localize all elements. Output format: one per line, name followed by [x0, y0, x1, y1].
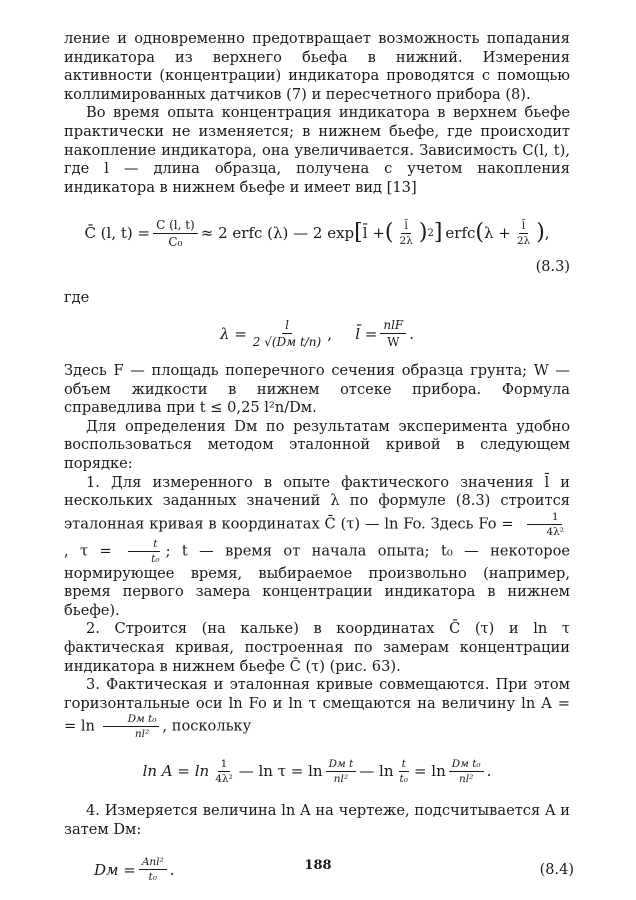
- paragraph-5: 1. Для измеренного в опыте фактического значения l̄ и нескольких заданных значений λ по формуле (8.3) строится эталонная кривая в координатах C̄ (τ) — ln Fo. Здесь Fo = $\frac{1}{\text{4λ²}}$ , τ = $\frac{t}{\text{t₀}}$ ; t — время от начала опыта; t₀ — некоторое нормирующее время, выбираемое произвольно (например, время первого замера концентрации индикатора в нижнем бьефе).: [64, 473, 570, 619]
- page: [64, 30, 574, 894]
- eq84-number: (8.4): [539, 861, 574, 878]
- eq83-fraction: $\frac{C (l, t)}{\text{C₀}}$: [153, 218, 198, 249]
- paragraph-3: Здесь F — площадь поперечного сечения образца грунта; W — объем жидкости в нижнем отсеке прибора. Формула справедлива при t ≤ 0,25 l²n/Dм.: [64, 361, 570, 417]
- page-number: 188: [304, 858, 332, 873]
- eq83-lhs: C̄ (l, t) =: [84, 224, 151, 243]
- paragraph-4: Для определения Dм по результатам эксперимента удобно воспользоваться методом эталонной кривой в следующем порядке:: [64, 417, 570, 472]
- paragraph-6: 2. Строится (на кальке) в координатах C̄ (τ) и ln τ фактическая кривая, построенная по замерам концентрации индикатора в нижнем бьефе C̄ (τ) (рис. 63).: [64, 620, 570, 675]
- equation-8-3: C̄ (l, t) = $\frac{C (l, t)}{\text{C₀}}$ ≈ 2 erfc (λ) — 2 exp [ l̄ + ( $\frac{l̄}{2\lambda}$ ) 2 ] erfc ( λ + $\frac{l̄}{2\lambda}$ ) ,: [84, 217, 550, 249]
- paragraph-7: 3. Фактическая и эталонная кривые совмещаются. При этом горизонтальные оси ln Fo и ln τ смещаются на величину ln A = = ln $\frac{\text{Dм t₀}}{\text{nl²}}$ , поскольку: [64, 676, 570, 741]
- equation-ln-a: ln A = ln $\frac{1}{\text{4λ²}}$ — ln τ = ln $\frac{\text{Dм t}}{\text{nl²}}$ — ln $\frac{t}{\text{t₀}}$ = ln $\frac{\text{Dм t₀}}{\text{nl²}}$ .: [142, 757, 492, 785]
- paragraph-2: Во время опыта концентрация индикатора в верхнем бьефе практически не изменяется; в нижнем бьефе, где происходит накопление индикатора, она увеличивается. Зависимость C(l, t), где l — длина образца, получена с учетом накопления индикатора в нижнем бьефе и имеет вид [13]: [64, 104, 570, 196]
- eq83-number: (8.3): [535, 259, 570, 276]
- paragraph-1: ление и одновременно предотвращает возможность попадания индикатора из верхнего бьефа в нижний. Измерения активности (концентрации) индикатора проводятся с помощью коллимированных датчиков (7) и пересчетного прибора (8).: [64, 30, 570, 103]
- lambda-equation: λ = $\frac{l}{\text{2 √(Dм t/n)}}$ , l̄ = $\frac{\text{nlF}}{W}$ .: [219, 318, 415, 350]
- equation-8-4: Dм = $\frac{\text{Anl²}}{\text{t₀}}$ . (8.4): [94, 856, 574, 884]
- paragraph-8: 4. Измеряется величина ln A на чертеже, подсчитывается A и затем Dм:: [64, 802, 570, 839]
- where-label: где: [64, 289, 90, 307]
- eq83-middle: ≈ 2 erfc (λ) — 2 exp: [200, 224, 355, 243]
